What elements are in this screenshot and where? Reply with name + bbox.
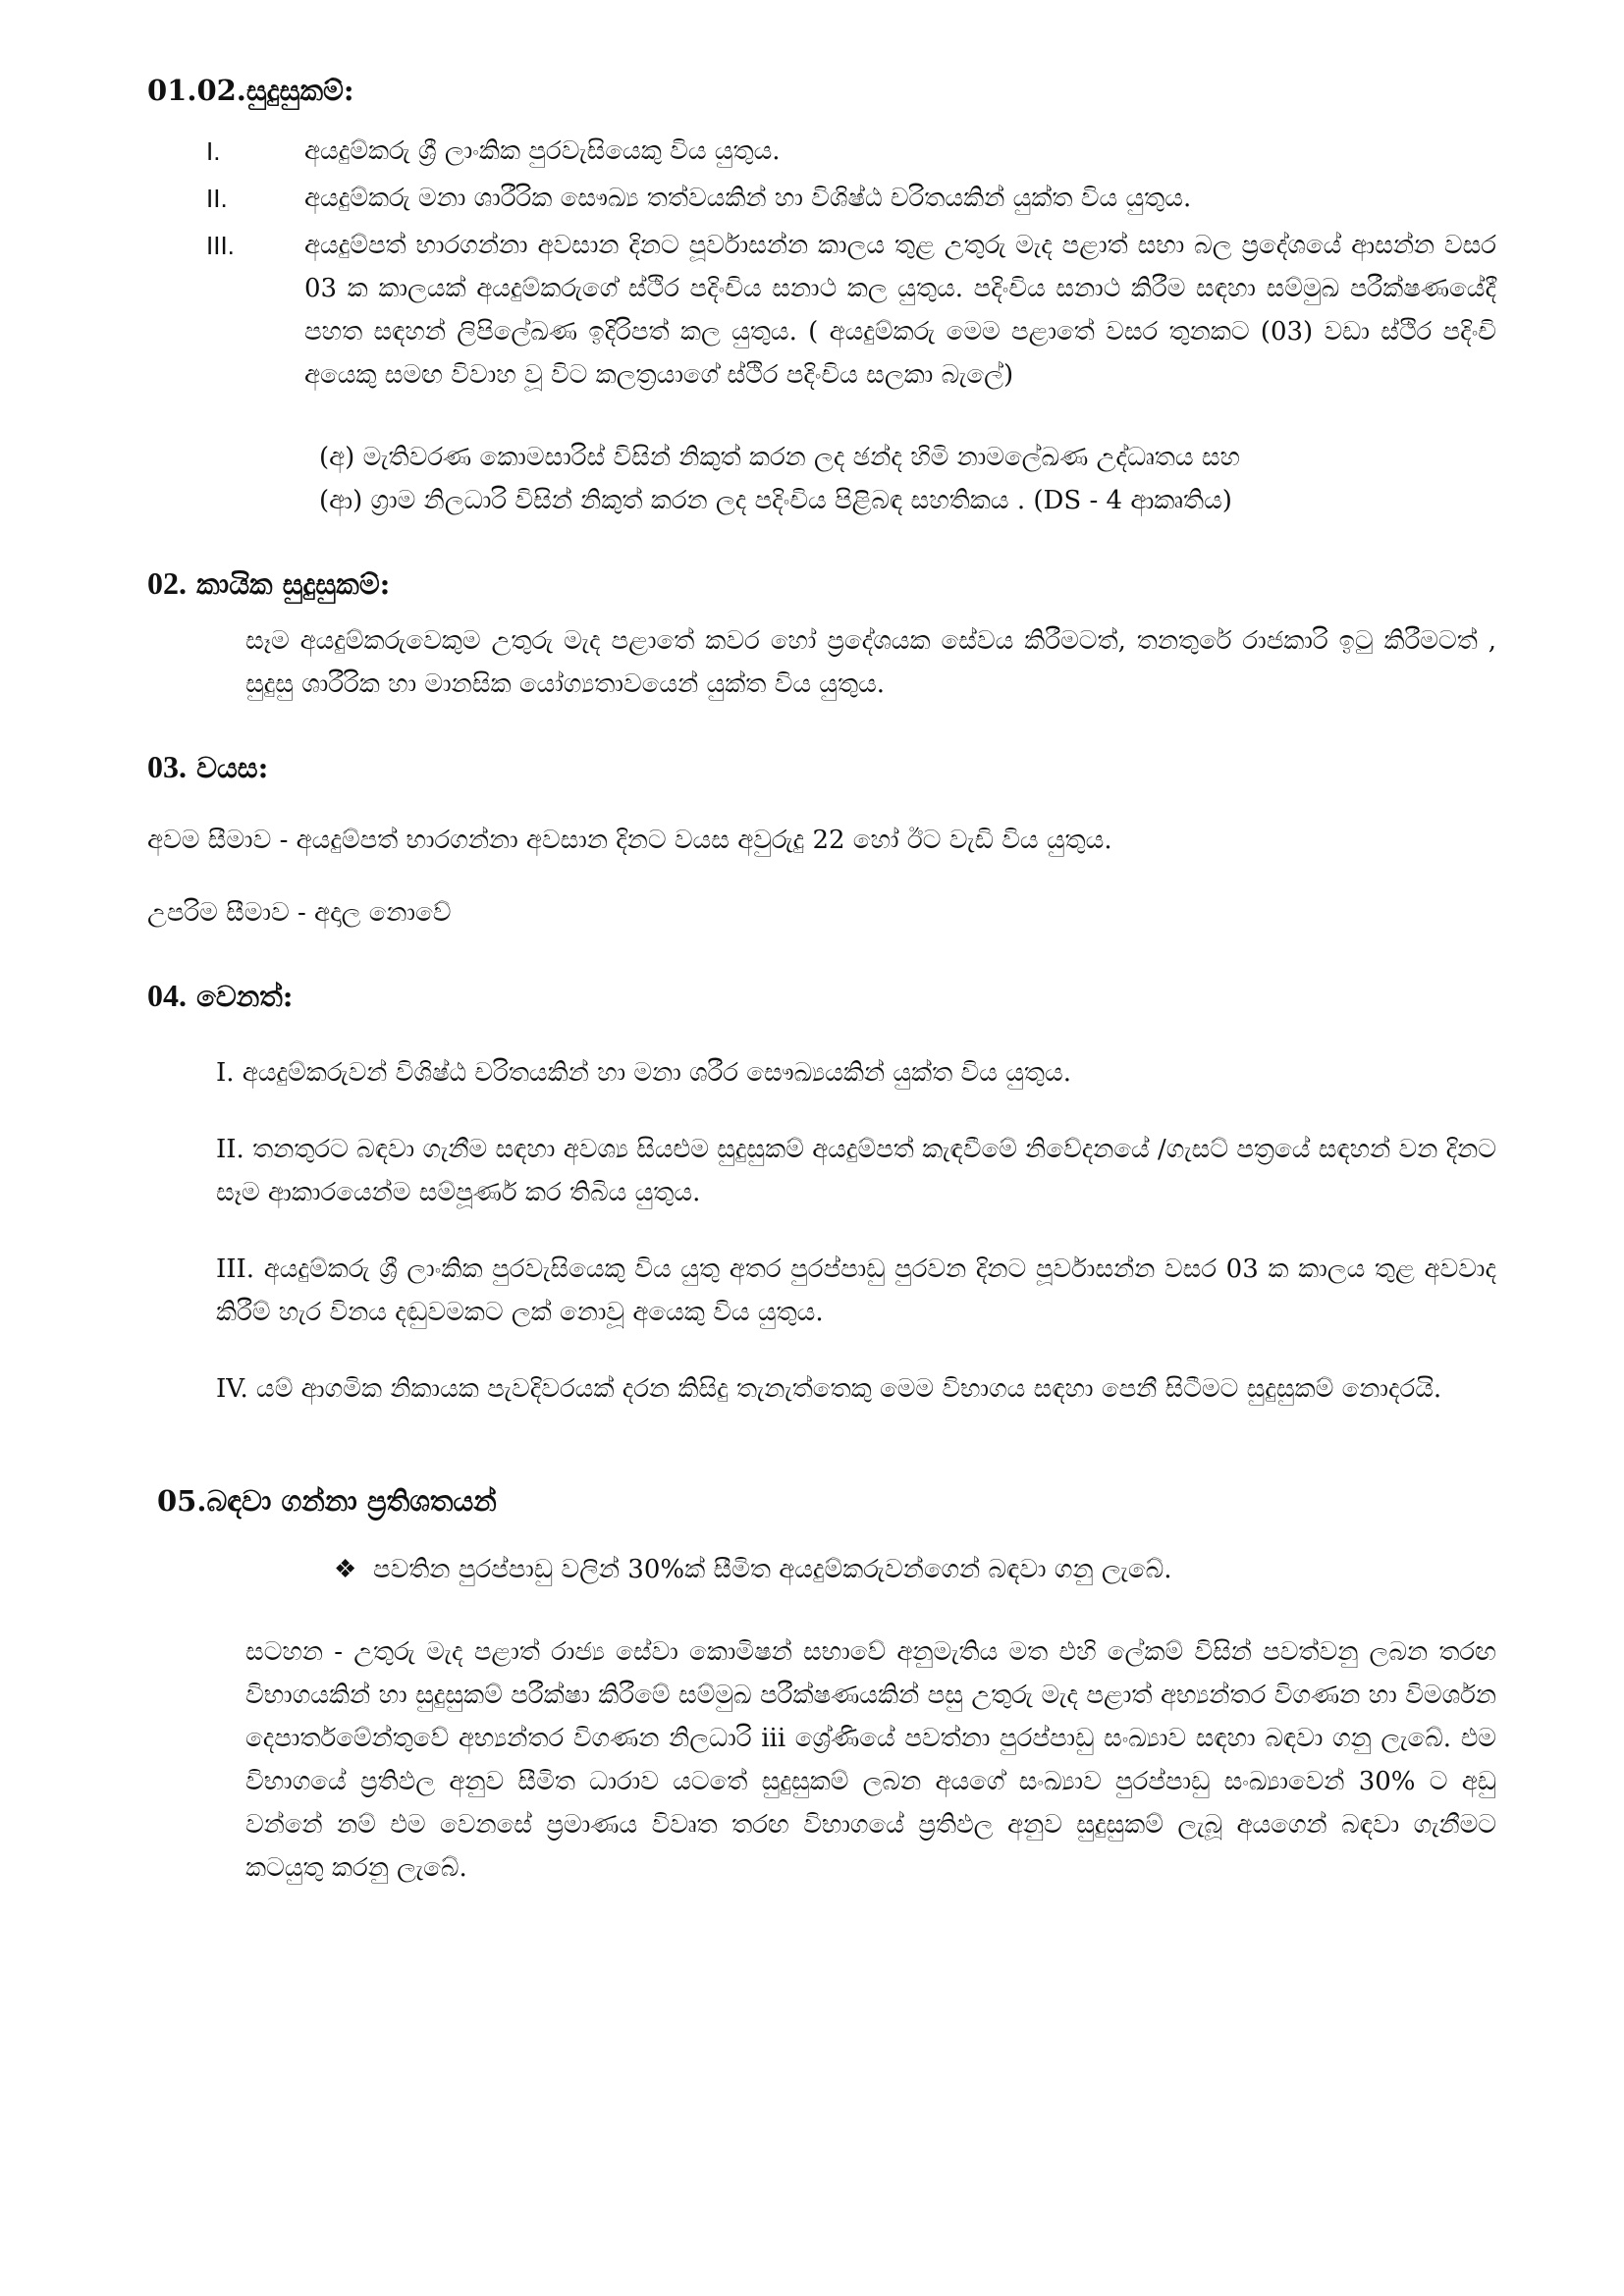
section-colon: : [379, 567, 391, 601]
section-02-heading [147, 561, 1496, 606]
section-04-heading [147, 974, 1496, 1018]
percentage-bullet [334, 1548, 1496, 1591]
section-number: 02. [147, 565, 187, 601]
age-maximum: උපරිම සීමාව - අදාල නොවේ [147, 898, 452, 928]
section-title: වෙනත්: [196, 980, 294, 1013]
section-04 [147, 974, 1496, 1411]
bullet-text: පවතින පුරප්පාඩු වලින් 30%ක් සීමිත අයදුම්කරුවන්ගෙන් බඳවා ගනු ලැබේ. [373, 1555, 1172, 1584]
document-a: (අ) මැතිවරණ කොමසාරිස් විසින් නිකුත් කරන ලද ඡන්ද හිමි නාමලේඛණ උද්ධෘතය සහ [319, 443, 1240, 472]
required-documents [319, 436, 1496, 522]
section-title: කායික සුදුසුකම් [196, 567, 380, 601]
other-item: I. අයදුම්කරුවන් විශිෂ්ඨ චරිතයකින් හා මනා ශරීර සෞඛ්‍යයකින් යුක්ත විය යුතුය. [216, 1058, 1071, 1088]
list-item [147, 177, 1496, 220]
qualifications-list [147, 130, 1496, 397]
section-05 [147, 1479, 1496, 1890]
section-number: 04. [147, 978, 187, 1013]
age-minimum: අවම සීමාව - අයදුම්පත් භාරගන්නා අවසාන දිනට වයස අවුරුදු 22 හෝ ඊට වැඩි විය යුතුය. [147, 826, 1112, 855]
other-item: IV. යම් ආගමික නිකායක පැවදිවරයක් දරන කිසිදු තැනැත්තෙකු මෙම විභාගය සඳහා පෙනී සිටීමට සුදුසුකම් නොදරයි. [216, 1374, 1442, 1404]
item-text: අයදුම්පත් භාරගන්නා අවසාන දිනට පූර්වාසන්න කාලය තුළ උතුරු මැද පළාත් සභා බල ප්‍රදේශයේ ආසන්න වසර 03 ක කාලයක් අයදුම්කරුගේ ස්ථිර පදිංචිය සනාථ කල යුතුය. පදිංචිය සනාථ කිරීම සඳහා සම්මුඛ පරීක්ෂණයේදී පහත සඳහන් ලිපිලේඛණ ඉදිරිපත් කල යුතුය. ( අයදුම්කරු මෙම පළාතේ වසර තුනකට (03) වඩා ස්ථිර පදිංචි අයෙකු සමඟ විවාහ වූ විට කලත්‍රයාගේ ස්ථිර පදිංචිය සලකා බැලේ) [304, 231, 1496, 390]
physical-qualifications-text: සෑම අයදුම්කරුවෙකුම උතුරු මැද පළාතේ කවර හෝ ප්‍රදේශයක සේවය කිරීමටත්, තනතුරේ රාජකාරි ඉටු කිරීමටත් , සුදුසු ශාරීරික හා මානසික යෝග්‍යතාවයෙන් යුක්ත විය යුතුය. [245, 626, 1496, 699]
section-title: වයස: [196, 751, 269, 784]
diamond-bullet-icon: ❖ [334, 1555, 357, 1584]
item-number: II. [206, 184, 228, 213]
other-item: III. අයදුම්කරු ශ්‍රී ලාංකික පුරවැසියෙකු විය යුතු අතර පුරප්පාඩු පුරවන දිනට පූර්වාසන්න වසර 03 ක කාලය තුළ අවවාද කිරීම් හැර විනය දඬුවමකට ලක් නොවූ අයෙකු විය යුතුය. [216, 1255, 1496, 1327]
item-number: I. [206, 136, 221, 166]
other-item: II. තනතුරට බඳවා ගැනීම සඳහා අවශ්‍ය සියළුම සුදුසුකම් අයදුම්පත් කැඳවීමේ නිවේදනයේ /ගැසට් පත්‍රයේ සඳහන් වන දිනට සෑම ආකාරයෙන්ම සම්පූර්ණ කර තිබිය යුතුය. [216, 1135, 1496, 1207]
section-03 [147, 745, 1496, 934]
item-text: අයදුම්කරු ශ්‍රී ලාංකික පුරවැසියෙකු විය යුතුය. [304, 136, 781, 166]
section-01-02-heading: 01.02.සුදුසුකම්: [147, 74, 354, 107]
document-b: (ආ) ග්‍රාම නිලධාරි විසින් නිකුත් කරන ලද පදිංචිය පිළිබඳ සහතිකය . (DS - 4 ආකෘතිය) [319, 486, 1232, 515]
list-item [147, 130, 1496, 173]
section-02 [147, 561, 1496, 706]
section-number: 03. [147, 749, 187, 784]
item-text: අයදුම්කරු මනා ශාරීරික සෞඛ්‍ය තත්වයකින් හා විශිෂ්ඨ චරිතයකින් යුක්ත විය යුතුය. [304, 184, 1192, 213]
item-number: III. [206, 231, 235, 260]
note-paragraph: සටහන - උතුරු මැද පළාත් රාජ්‍ය සේවා කොමිෂන් සභාවේ අනුමැතිය මත එහි ලේකම් විසින් පවත්වනු ලබන තරඟ විභාගයකින් හා සුදුසුකම් පරීක්ෂා කිරීමේ සම්මුඛ පරීක්ෂණයකින් පසු උතුරු මැද පළාත් අභ්‍යන්තර විගණන හා විමර්ශන දෙපාර්තමේන්තුවේ අභ්‍යන්තර විගණන නිලධාරි iii ශ්‍රේණියේ පවත්නා පුරප්පාඩු සංඛ්‍යාව සඳහා බඳවා ගනු ලැබේ. එම විභාගයේ ප්‍රතිඵල අනුව සීමිත ධාරාව යටතේ සුදුසුකම් ලබන අයගේ සංඛ්‍යාව පුරප්පාඩු සංඛ්‍යාවෙන් 30% ට අඩු වන්නේ නම් එම වෙනසේ ප්‍රමාණය විවෘත තරඟ විභාගයේ ප්‍රතිඵල අනුව සුදුසුකම් ලැබූ අයගෙන් බඳවා ගැනීමට කටයුතු කරනු ලැබේ. [245, 1637, 1496, 1883]
list-item [147, 224, 1496, 397]
section-03-heading [147, 745, 1496, 789]
section-05-heading: 05.බඳවා ගන්නා ප්‍රතිශතයන් [157, 1484, 497, 1518]
